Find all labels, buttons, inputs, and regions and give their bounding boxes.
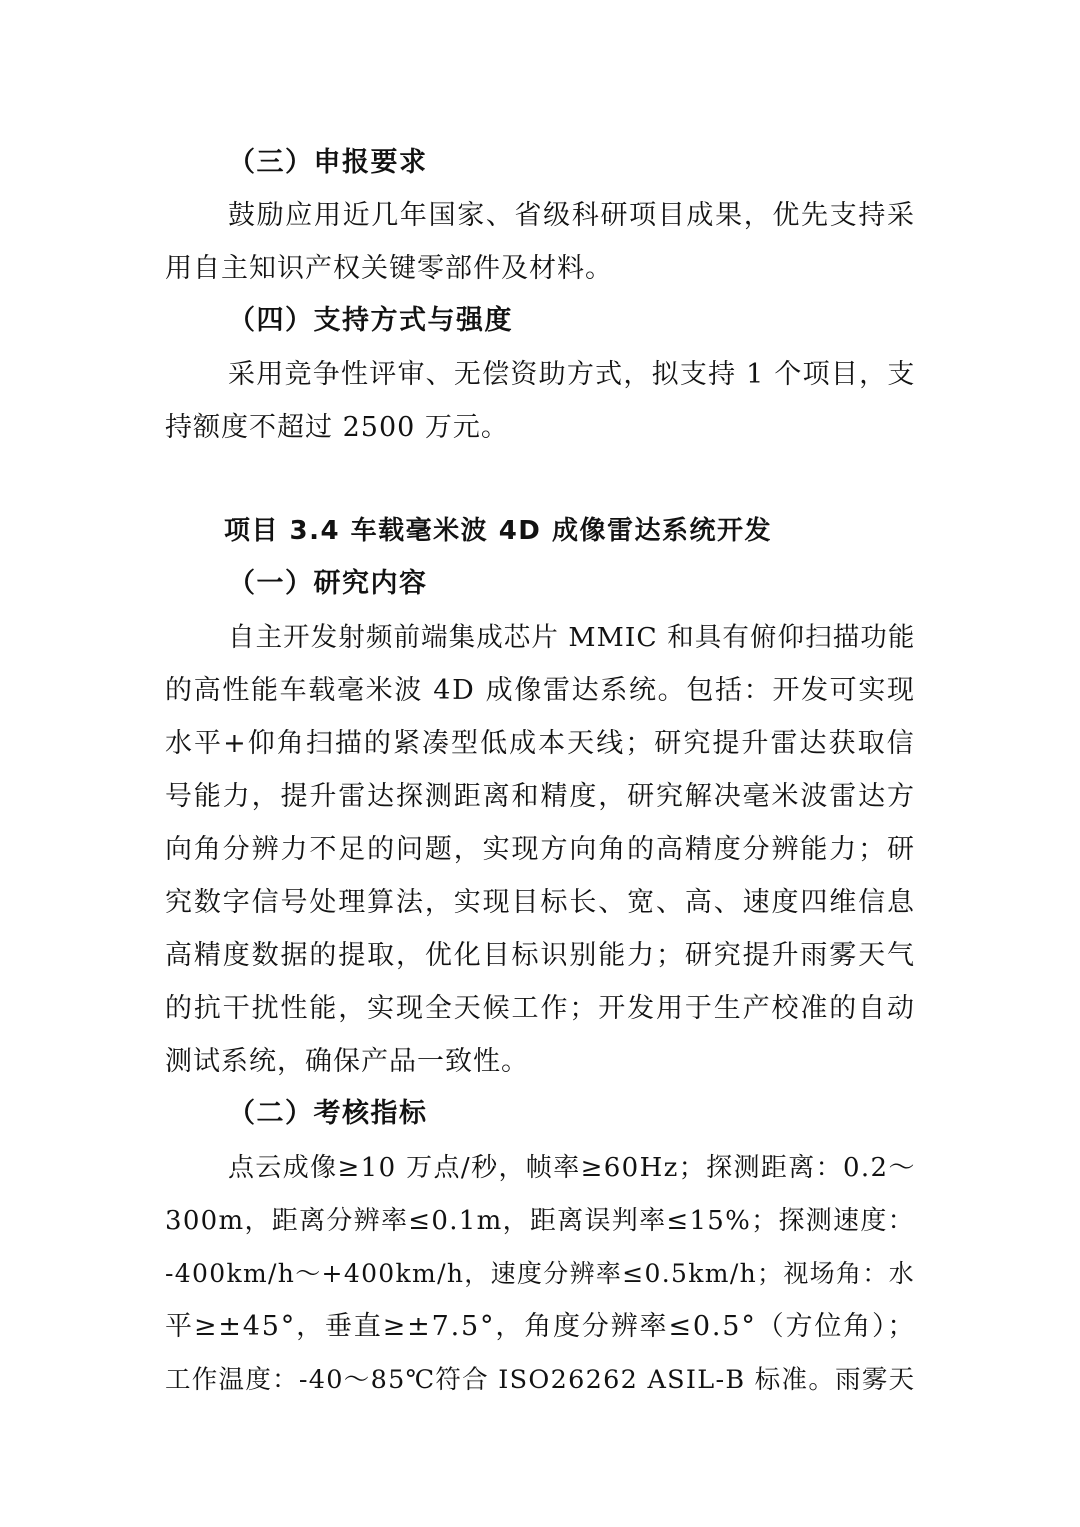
section-heading-application-requirements: （三）申报要求 bbox=[228, 147, 428, 178]
section-heading-support-method: （四）支持方式与强度 bbox=[228, 305, 513, 336]
paragraph-line: -400km/h～+400km/h，速度分辨率≤0.5km/h；视场角：水 bbox=[165, 1259, 916, 1288]
paragraph-line: 的高性能车载毫米波 4D 成像雷达系统。包括：开发可实现 bbox=[165, 675, 916, 706]
paragraph-line: 究数字信号处理算法，实现目标长、宽、高、速度四维信息 bbox=[165, 887, 916, 918]
project-title: 项目 3.4 车载毫米波 4D 成像雷达系统开发 bbox=[224, 516, 772, 546]
paragraph-line: 鼓励应用近几年国家、省级科研项目成果，优先支持采 bbox=[228, 200, 916, 231]
paragraph-line: 用自主知识产权关键零部件及材料。 bbox=[165, 253, 613, 284]
paragraph-line: 工作温度：-40～85℃符合 ISO26262 ASIL-B 标准。雨雾天 bbox=[165, 1365, 916, 1395]
paragraph-line: 采用竞争性评审、无偿资助方式，拟支持 1 个项目，支 bbox=[228, 359, 916, 390]
paragraph-line: 向角分辨力不足的问题，实现方向角的高精度分辨能力；研 bbox=[165, 834, 916, 865]
paragraph-line: 高精度数据的提取，优化目标识别能力；研究提升雨雾天气 bbox=[165, 940, 916, 971]
paragraph-line: 号能力，提升雷达探测距离和精度，研究解决毫米波雷达方 bbox=[165, 781, 916, 812]
paragraph-line: 自主开发射频前端集成芯片 MMIC 和具有俯仰扫描功能 bbox=[228, 622, 916, 653]
paragraph-line: 点云成像≥10 万点/秒，帧率≥60Hz；探测距离：0.2～ bbox=[228, 1153, 916, 1183]
paragraph-line: 持额度不超过 2500 万元。 bbox=[165, 412, 509, 443]
section-heading-assessment-indicators: （二）考核指标 bbox=[228, 1098, 428, 1129]
paragraph-line: 测试系统，确保产品一致性。 bbox=[165, 1046, 529, 1077]
paragraph-line: 300m，距离分辨率≤0.1m，距离误判率≤15%；探测速度： bbox=[165, 1206, 915, 1236]
paragraph-line: 水平+仰角扫描的紧凑型低成本天线；研究提升雷达获取信 bbox=[165, 728, 916, 759]
paragraph-line: 的抗干扰性能，实现全天候工作；开发用于生产校准的自动 bbox=[165, 993, 916, 1024]
paragraph-line: 平≥±45°，垂直≥±7.5°，角度分辨率≤0.5°（方位角）； bbox=[165, 1311, 917, 1342]
section-heading-research-content: （一）研究内容 bbox=[228, 568, 428, 599]
